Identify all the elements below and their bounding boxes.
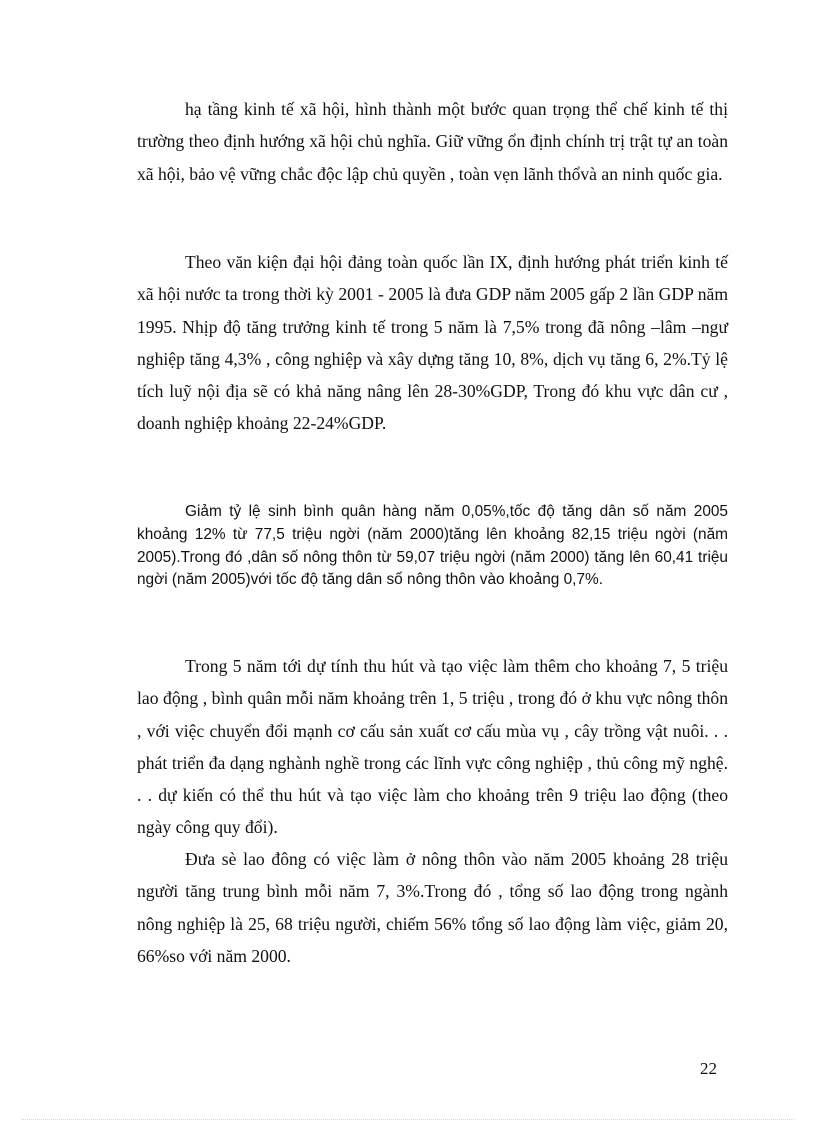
paragraph-rural-labor: Đưa sè lao đông có việc làm ở nông thôn vào năm 2005 khoảng 28 triệu người tăng trung bình mỗi năm 7, 3%.Trong đó , tổng số lao động trong ngành nông nghiệp là 25, 68 triệu người, chiếm 56% tổng số lao động làm việc, giảm 20, 66%so với năm 2000.: [137, 849, 728, 966]
paragraph-population: Giảm tỷ lệ sinh bình quân hàng năm 0,05%,tốc độ tăng dân số năm 2005 khoảng 12% từ 77,5 triệu ngời (năm 2000)tăng lên khoảng 82,15 triệu ngời (năm 2005).Trong đó ,dân số nông thôn từ 59,07 triệu ngời (năm 2000) tăng lên 60,41 triệu ngời (năm 2005)với tốc độ tăng dân số nông thôn vào khoảng 0,7%.: [137, 503, 728, 589]
paragraph-employment: Trong 5 năm tới dự tính thu hút và tạo việc làm thêm cho khoảng 7, 5 triệu lao động , bình quân mỗi năm khoảng trên 1, 5 triệu , trong đó ở khu vực nông thôn , với việc chuyển đổi mạnh cơ cấu sản xuất cơ cấu mùa vụ , cây trồng vật nuôi. . . phát triển đa dạng nghành nghề trong các lĩnh vực công nghiệp , thủ công mỹ nghệ. . . dự kiến có thể thu hút và tạo việc làm cho khoảng trên 9 triệu lao động (theo ngày công quy đổi).: [137, 656, 728, 838]
paragraph-gdp-targets: Theo văn kiện đại hội đảng toàn quốc lần IX, định hướng phát triển kinh tế xã hội nước ta trong thời kỳ 2001 - 2005 là đưa GDP năm 2005 gấp 2 lần GDP năm 1995. Nhịp độ tăng trưởng kinh tế trong 5 năm là 7,5% trong đã nông –lâm –ngư nghiệp tăng 4,3% , công nghiệp và xây dựng tăng 10, 8%, dịch vụ tăng 6, 2%.Tỷ lệ tích luỹ nội địa sẽ có khả năng nâng lên 28-30%GDP, Trong đó khu vực dân cư , doanh nghiệp khoảng 22-24%GDP.: [137, 252, 728, 434]
page-number: 22: [700, 1059, 717, 1078]
paragraph-infrastructure: hạ tầng kinh tế xã hội, hình thành một bước quan trọng thể chế kinh tế thị trường theo định hướng xã hội chủ nghĩa. Giữ vững ổn định chính trị trật tự an toàn xã hội, bảo vệ vững chắc độc lập chủ quyền , toàn vẹn lãnh thổvà an ninh quốc gia.: [137, 99, 728, 184]
page-bottom-divider: [22, 1119, 794, 1120]
